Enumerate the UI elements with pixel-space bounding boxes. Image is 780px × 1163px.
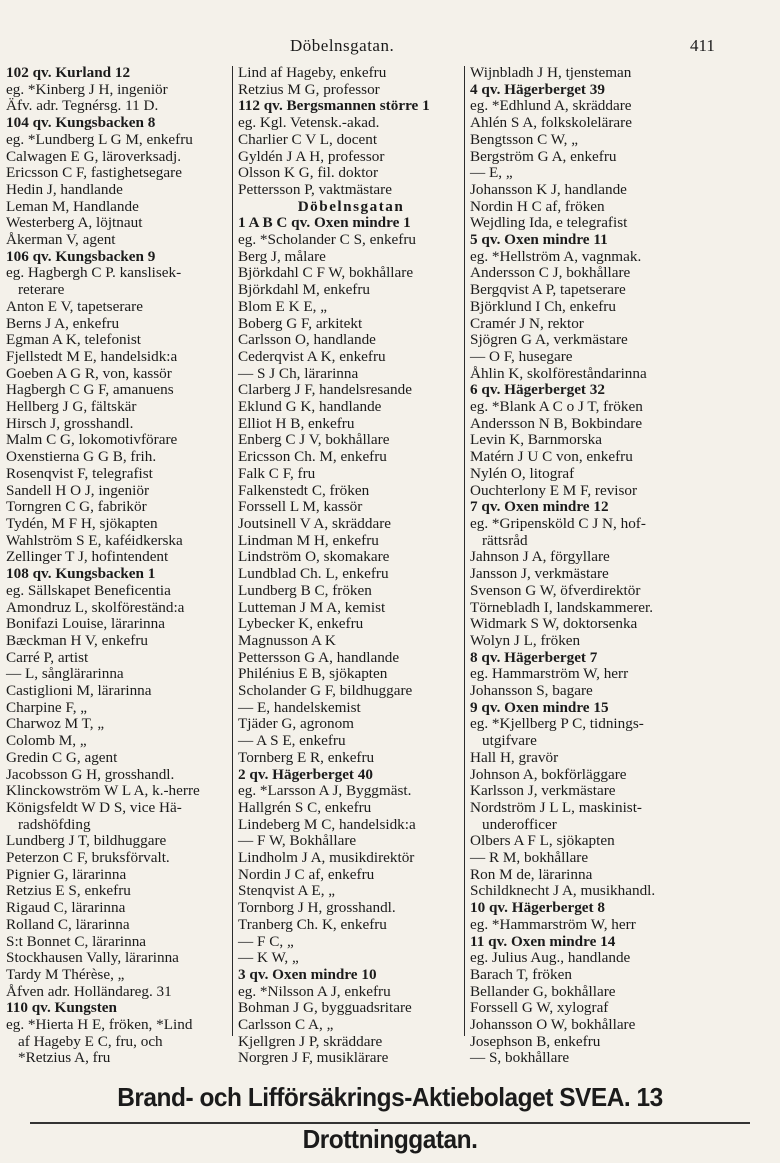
directory-entry: Tjäder G, agronom bbox=[238, 715, 354, 733]
directory-entry: Nordin J C af, enkefru bbox=[238, 865, 375, 883]
directory-entry: Zellinger T J, hofintendent bbox=[6, 548, 169, 566]
directory-entry: Barach T, fröken bbox=[470, 965, 572, 983]
directory-entry: Hellberg J G, fältskär bbox=[6, 398, 137, 416]
directory-entry: Hirsch J, grosshandl. bbox=[6, 414, 134, 432]
directory-entry: Ericsson C F, fastighetsegare bbox=[6, 164, 182, 182]
directory-entry: Björklund I Ch, enkefru bbox=[470, 297, 616, 315]
directory-entry: Nordström J L L, maskinist- bbox=[470, 798, 642, 816]
directory-entry: utgifvare bbox=[482, 732, 537, 750]
directory-entry: Gyldén J A H, professor bbox=[238, 147, 385, 165]
directory-entry: Josephson B, enkefru bbox=[470, 1032, 601, 1050]
block-heading: 106 qv. Kungsbacken 9 bbox=[6, 247, 156, 265]
directory-entry: — S, bokhållare bbox=[470, 1049, 570, 1067]
directory-entry: Charwoz M T, „ bbox=[6, 715, 105, 733]
block-heading: 5 qv. Oxen mindre 11 bbox=[470, 231, 608, 249]
directory-entry: Clarberg J F, handelsresande bbox=[238, 381, 412, 399]
directory-entry: Nylén O, litograf bbox=[470, 464, 575, 482]
directory-entry: Carré P, artist bbox=[6, 648, 89, 666]
directory-entry: Lindholm J A, musikdirektör bbox=[238, 849, 415, 867]
directory-entry: Wejdling Ida, e telegrafist bbox=[470, 214, 628, 232]
directory-entry: Forssell G W, xylograf bbox=[470, 999, 609, 1017]
directory-entry: Sjögren G A, verkmästare bbox=[470, 331, 628, 349]
directory-entry: Jacobsson G H, grosshandl. bbox=[6, 765, 175, 783]
directory-entry: eg. Kgl. Vetensk.-akad. bbox=[238, 114, 380, 132]
block-heading: 3 qv. Oxen mindre 10 bbox=[238, 965, 377, 983]
directory-entry: Hallgrén S C, enkefru bbox=[238, 798, 372, 816]
directory-entry: Rigaud C, lärarinna bbox=[6, 899, 126, 917]
directory-entry: Blom E K E, „ bbox=[238, 297, 328, 315]
directory-entry: Ouchterlony E M F, revisor bbox=[470, 481, 638, 499]
block-heading: 11 qv. Oxen mindre 14 bbox=[470, 932, 616, 950]
directory-entry: eg. *Nilsson A J, enkefru bbox=[238, 982, 391, 1000]
running-title: Döbelnsgatan. bbox=[290, 36, 395, 55]
directory-entry: eg. Hammarström W, herr bbox=[470, 665, 629, 683]
directory-entry: Retzius M G, professor bbox=[238, 80, 380, 98]
directory-entry: Bengtsson C W, „ bbox=[470, 130, 579, 148]
directory-entry: — R M, bokhållare bbox=[470, 849, 589, 867]
directory-entry: Castiglioni M, lärarinna bbox=[6, 682, 152, 700]
directory-entry: Tornberg E R, enkefru bbox=[238, 748, 375, 766]
directory-entry: Andersson C J, bokhållare bbox=[470, 264, 631, 282]
directory-entry: Bergqvist A P, tapetserare bbox=[470, 281, 626, 299]
directory-entry: Hagbergh C G F, amanuens bbox=[6, 381, 174, 399]
directory-entry: eg. *Kinberg J H, ingeniör bbox=[6, 80, 168, 98]
directory-entry: *Retzius A, fru bbox=[18, 1049, 111, 1067]
directory-entry: Jansson J, verkmästare bbox=[470, 565, 609, 583]
directory-entry: Westerberg A, löjtnaut bbox=[6, 214, 143, 232]
directory-entry: Gredin C G, agent bbox=[6, 748, 118, 766]
directory-entry: Åhlin K, skolföreståndarinna bbox=[470, 364, 647, 382]
directory-entry: — F C, „ bbox=[238, 932, 294, 950]
block-heading: 104 qv. Kungsbacken 8 bbox=[6, 114, 156, 132]
directory-entry: — A S E, enkefru bbox=[238, 732, 346, 750]
directory-entry: Cramér J N, rektor bbox=[470, 314, 584, 332]
directory-entry: Lybecker K, enkefru bbox=[238, 615, 364, 633]
directory-entry: Lindeberg M C, handelsidk:a bbox=[238, 815, 416, 833]
block-heading: 108 qv. Kungsbacken 1 bbox=[6, 565, 156, 583]
page-number: 411 bbox=[690, 36, 715, 55]
column-rule bbox=[464, 66, 465, 1036]
directory-entry: — S J Ch, lärarinna bbox=[238, 364, 359, 382]
directory-entry: Törnebladh I, landskammerer. bbox=[470, 598, 654, 616]
directory-entry: Torngren C G, fabrikör bbox=[6, 498, 147, 516]
directory-entry: Malm C G, lokomotivförare bbox=[6, 431, 178, 449]
block-heading: 8 qv. Hägerberget 7 bbox=[470, 648, 598, 666]
directory-entry: Olbers A F L, sjökapten bbox=[470, 832, 615, 850]
directory-entry: Rosenqvist F, telegrafist bbox=[6, 464, 153, 482]
directory-entry: Rolland C, lärarinna bbox=[6, 915, 130, 933]
block-heading: 1 A B C qv. Oxen mindre 1 bbox=[238, 214, 411, 232]
directory-entry: — F W, Bokhållare bbox=[238, 832, 357, 850]
directory-entry: eg. *Lundberg L G M, enkefru bbox=[6, 130, 193, 148]
directory-entry: eg. *Hammarström W, herr bbox=[470, 915, 636, 933]
directory-entry: Lundblad Ch. L, enkefru bbox=[238, 565, 389, 583]
directory-entry: Andersson N B, Bokbindare bbox=[470, 414, 643, 432]
directory-entry: — E, „ bbox=[470, 164, 513, 182]
directory-entry: Fjellstedt M E, handelsidk:a bbox=[6, 347, 178, 365]
directory-entry: Joutsinell V A, skräddare bbox=[238, 514, 391, 532]
directory-entry: Hedin J, handlande bbox=[6, 180, 123, 198]
directory-entry: Matérn J U C von, enkefru bbox=[470, 448, 633, 466]
directory-entry: Levin K, Barnmorska bbox=[470, 431, 603, 449]
block-heading: 110 qv. Kungsten bbox=[6, 999, 117, 1017]
directory-entry: radshöfding bbox=[18, 815, 91, 833]
directory-entry: Goeben A G R, von, kassör bbox=[6, 364, 172, 382]
directory-entry: Johansson O W, bokhållare bbox=[470, 1016, 636, 1034]
block-heading: 2 qv. Hägerberget 40 bbox=[238, 765, 373, 783]
directory-entry: Bæckman H V, enkefru bbox=[6, 631, 149, 649]
directory-entry: — E, handelskemist bbox=[238, 698, 361, 716]
directory-entry: Johnson A, bokförläggare bbox=[470, 765, 627, 783]
directory-entry: Nordin H C af, fröken bbox=[470, 197, 605, 215]
directory-entry: Forssell L M, kassör bbox=[238, 498, 363, 516]
directory-entry: Svenson G W, öfverdirektör bbox=[470, 581, 641, 599]
column-1 bbox=[6, 64, 232, 1067]
footer-advertisement: Brand- och Lifförsäkrings-Aktiebolaget SVEA. 13 Drottninggatan. bbox=[117, 1082, 663, 1154]
directory-entry: reterare bbox=[18, 281, 65, 299]
directory-entry: rättsråd bbox=[482, 531, 528, 549]
directory-entry: S:t Bonnet C, lärarinna bbox=[6, 932, 147, 950]
directory-entry: eg. Hagbergh C P. kanslisek- bbox=[6, 264, 182, 282]
directory-entry: Falkenstedt C, fröken bbox=[238, 481, 370, 499]
directory-entry: Johansson S, bagare bbox=[470, 682, 593, 700]
directory-entry: eg. *Hellström A, vagnmak. bbox=[470, 247, 642, 265]
directory-entry: Amondruz L, skolföreständ:a bbox=[6, 598, 185, 616]
directory-entry: eg. *Larsson A J, Byggmäst. bbox=[238, 782, 412, 800]
directory-entry: Lundberg B C, fröken bbox=[238, 581, 372, 599]
directory-entry: Tardy M Thérèse, „ bbox=[6, 965, 125, 983]
block-heading: 10 qv. Hägerberget 8 bbox=[470, 899, 605, 917]
directory-entry: Falk C F, fru bbox=[238, 464, 316, 482]
directory-entry: Leman M, Handlande bbox=[6, 197, 139, 215]
directory-entry: Wolyn J L, fröken bbox=[470, 631, 581, 649]
directory-entry: Philénius E B, sjökapten bbox=[238, 665, 388, 683]
directory-entry: Björkdahl C F W, bokhållare bbox=[238, 264, 414, 282]
block-heading: 9 qv. Oxen mindre 15 bbox=[470, 698, 609, 716]
directory-entry: Lundberg J T, bildhuggare bbox=[6, 832, 167, 850]
directory-entry: Tranberg Ch. K, enkefru bbox=[238, 915, 387, 933]
block-heading: 112 qv. Bergsmannen större 1 bbox=[238, 97, 430, 115]
block-heading: 6 qv. Hägerberget 32 bbox=[470, 381, 605, 399]
directory-entry: eg. *Edhlund A, skräddare bbox=[470, 97, 632, 115]
directory-entry: eg. *Scholander C S, enkefru bbox=[238, 231, 416, 249]
directory-entry: Retzius E S, enkefru bbox=[6, 882, 131, 900]
directory-entry: — K W, „ bbox=[238, 949, 299, 967]
directory-entry: Scholander G F, bildhuggare bbox=[238, 682, 413, 700]
directory-entry: Olsson K G, fil. doktor bbox=[238, 164, 379, 182]
block-heading: 102 qv. Kurland 12 bbox=[6, 64, 131, 81]
directory-entry: Bonifazi Louise, lärarinna bbox=[6, 615, 165, 633]
directory-entry: Stockhausen Vally, lärarinna bbox=[6, 949, 179, 967]
directory-entry: Hall H, gravör bbox=[470, 748, 559, 766]
directory-entry: Königsfeldt W D S, vice Hä- bbox=[6, 798, 182, 816]
directory-entry: — O F, husegare bbox=[470, 347, 573, 365]
directory-entry: Ron M de, lärarinna bbox=[470, 865, 593, 883]
directory-entry: Lutteman J M A, kemist bbox=[238, 598, 386, 616]
directory-entry: Oxenstierna G G B, frih. bbox=[6, 448, 157, 466]
directory-entry: Berns J A, enkefru bbox=[6, 314, 120, 332]
directory-entry: Charlier C V L, docent bbox=[238, 130, 378, 148]
directory-entry: Stenqvist A E, „ bbox=[238, 882, 336, 900]
directory-entry: eg. *Blank A C o J T, fröken bbox=[470, 398, 643, 416]
directory-entry: Pettersson P, vaktmästare bbox=[238, 180, 392, 198]
directory-entry: Tornborg J H, grosshandl. bbox=[238, 899, 396, 917]
directory-entry: Lindman M H, enkefru bbox=[238, 531, 379, 549]
directory-entry: Ericsson Ch. M, enkefru bbox=[238, 448, 387, 466]
directory-entry: Eklund G K, handlande bbox=[238, 398, 382, 416]
directory-entry: Johansson K J, handlande bbox=[470, 180, 627, 198]
directory-entry: — L, sånglärarinna bbox=[6, 665, 124, 683]
directory-entry: Elliot H B, enkefru bbox=[238, 414, 355, 432]
directory-entry: Bergström G A, enkefru bbox=[470, 147, 617, 165]
directory-entry: Widmark S W, doktorsenka bbox=[470, 615, 638, 633]
directory-entry: Berg J, målare bbox=[238, 247, 326, 265]
block-heading: 7 qv. Oxen mindre 12 bbox=[470, 498, 609, 516]
directory-entry: Schildknecht J A, musikhandl. bbox=[470, 882, 656, 900]
directory-entry: Björkdahl M, enkefru bbox=[238, 281, 371, 299]
block-heading: 4 qv. Hägerberget 39 bbox=[470, 80, 605, 98]
directory-entry: Wijnbladh J H, tjensteman bbox=[470, 64, 632, 81]
section-heading: Döbelnsgatan bbox=[297, 197, 405, 215]
footer-rule bbox=[30, 1122, 750, 1124]
directory-entry: Charpine F, „ bbox=[6, 698, 88, 716]
directory-entry: Tydén, M F H, sjökapten bbox=[6, 514, 158, 532]
directory-entry: Magnusson A K bbox=[238, 631, 336, 649]
running-head bbox=[0, 36, 780, 60]
directory-entry: eg. *Hierta H E, fröken, *Lind bbox=[6, 1016, 193, 1034]
directory-entry: Pignier G, lärarinna bbox=[6, 865, 127, 883]
directory-entry: Carlsson C A, „ bbox=[238, 1016, 334, 1034]
column-rule bbox=[232, 66, 233, 1036]
directory-entry: Lindström O, skomakare bbox=[238, 548, 390, 566]
directory-entry: Enberg C J V, bokhållare bbox=[238, 431, 390, 449]
directory-entry: Peterzon C F, bruksförvalt. bbox=[6, 849, 170, 867]
directory-entry: Colomb M, „ bbox=[6, 732, 87, 750]
directory-entry: eg. *Gripensköld C J N, hof- bbox=[470, 514, 646, 532]
directory-entry: Bohman J G, bygguadsritare bbox=[238, 999, 412, 1017]
directory-entry: Äfv. adr. Tegnérsg. 11 D. bbox=[6, 97, 159, 115]
column-2 bbox=[238, 64, 464, 1067]
directory-entry: Wahlström S E, kaféidkerska bbox=[6, 531, 183, 549]
directory-entry: Pettersson G A, handlande bbox=[238, 648, 400, 666]
directory-entry: Jahnson J A, förgyllare bbox=[470, 548, 610, 566]
directory-entry: Karlsson J, verkmästare bbox=[470, 782, 616, 800]
directory-entry: eg. *Kjellberg P C, tidnings- bbox=[470, 715, 644, 733]
directory-entry: Cederqvist A K, enkefru bbox=[238, 347, 386, 365]
directory-entry: Klinckowström W L A, k.-herre bbox=[6, 782, 200, 800]
directory-entry: Kjellgren J P, skräddare bbox=[238, 1032, 383, 1050]
directory-entry: eg. Julius Aug., handlande bbox=[470, 949, 631, 967]
directory-entry: Calwagen E G, läroverksadj. bbox=[6, 147, 182, 165]
directory-entry: Åfven adr. Holländareg. 31 bbox=[6, 982, 172, 1000]
directory-entry: Carlsson O, handlande bbox=[238, 331, 376, 349]
directory-entry: underofficer bbox=[482, 815, 557, 833]
directory-entry: Sandell H O J, ingeniör bbox=[6, 481, 149, 499]
directory-entry: Lind af Hageby, enkefru bbox=[238, 64, 387, 81]
directory-entry: Åkerman V, agent bbox=[6, 231, 116, 249]
column-3 bbox=[470, 64, 776, 1067]
directory-entry: Bellander G, bokhållare bbox=[470, 982, 616, 1000]
directory-entry: Anton E V, tapetserare bbox=[6, 297, 143, 315]
directory-entry: Norgren J F, musiklärare bbox=[238, 1049, 389, 1067]
directory-entry: eg. Sällskapet Beneficentia bbox=[6, 581, 171, 599]
directory-entry: Ahlén S A, folkskolelärare bbox=[470, 114, 632, 132]
directory-entry: Egman A K, telefonist bbox=[6, 331, 141, 349]
directory-entry: af Hageby E C, fru, och bbox=[18, 1032, 163, 1050]
directory-entry: Boberg G F, arkitekt bbox=[238, 314, 363, 332]
